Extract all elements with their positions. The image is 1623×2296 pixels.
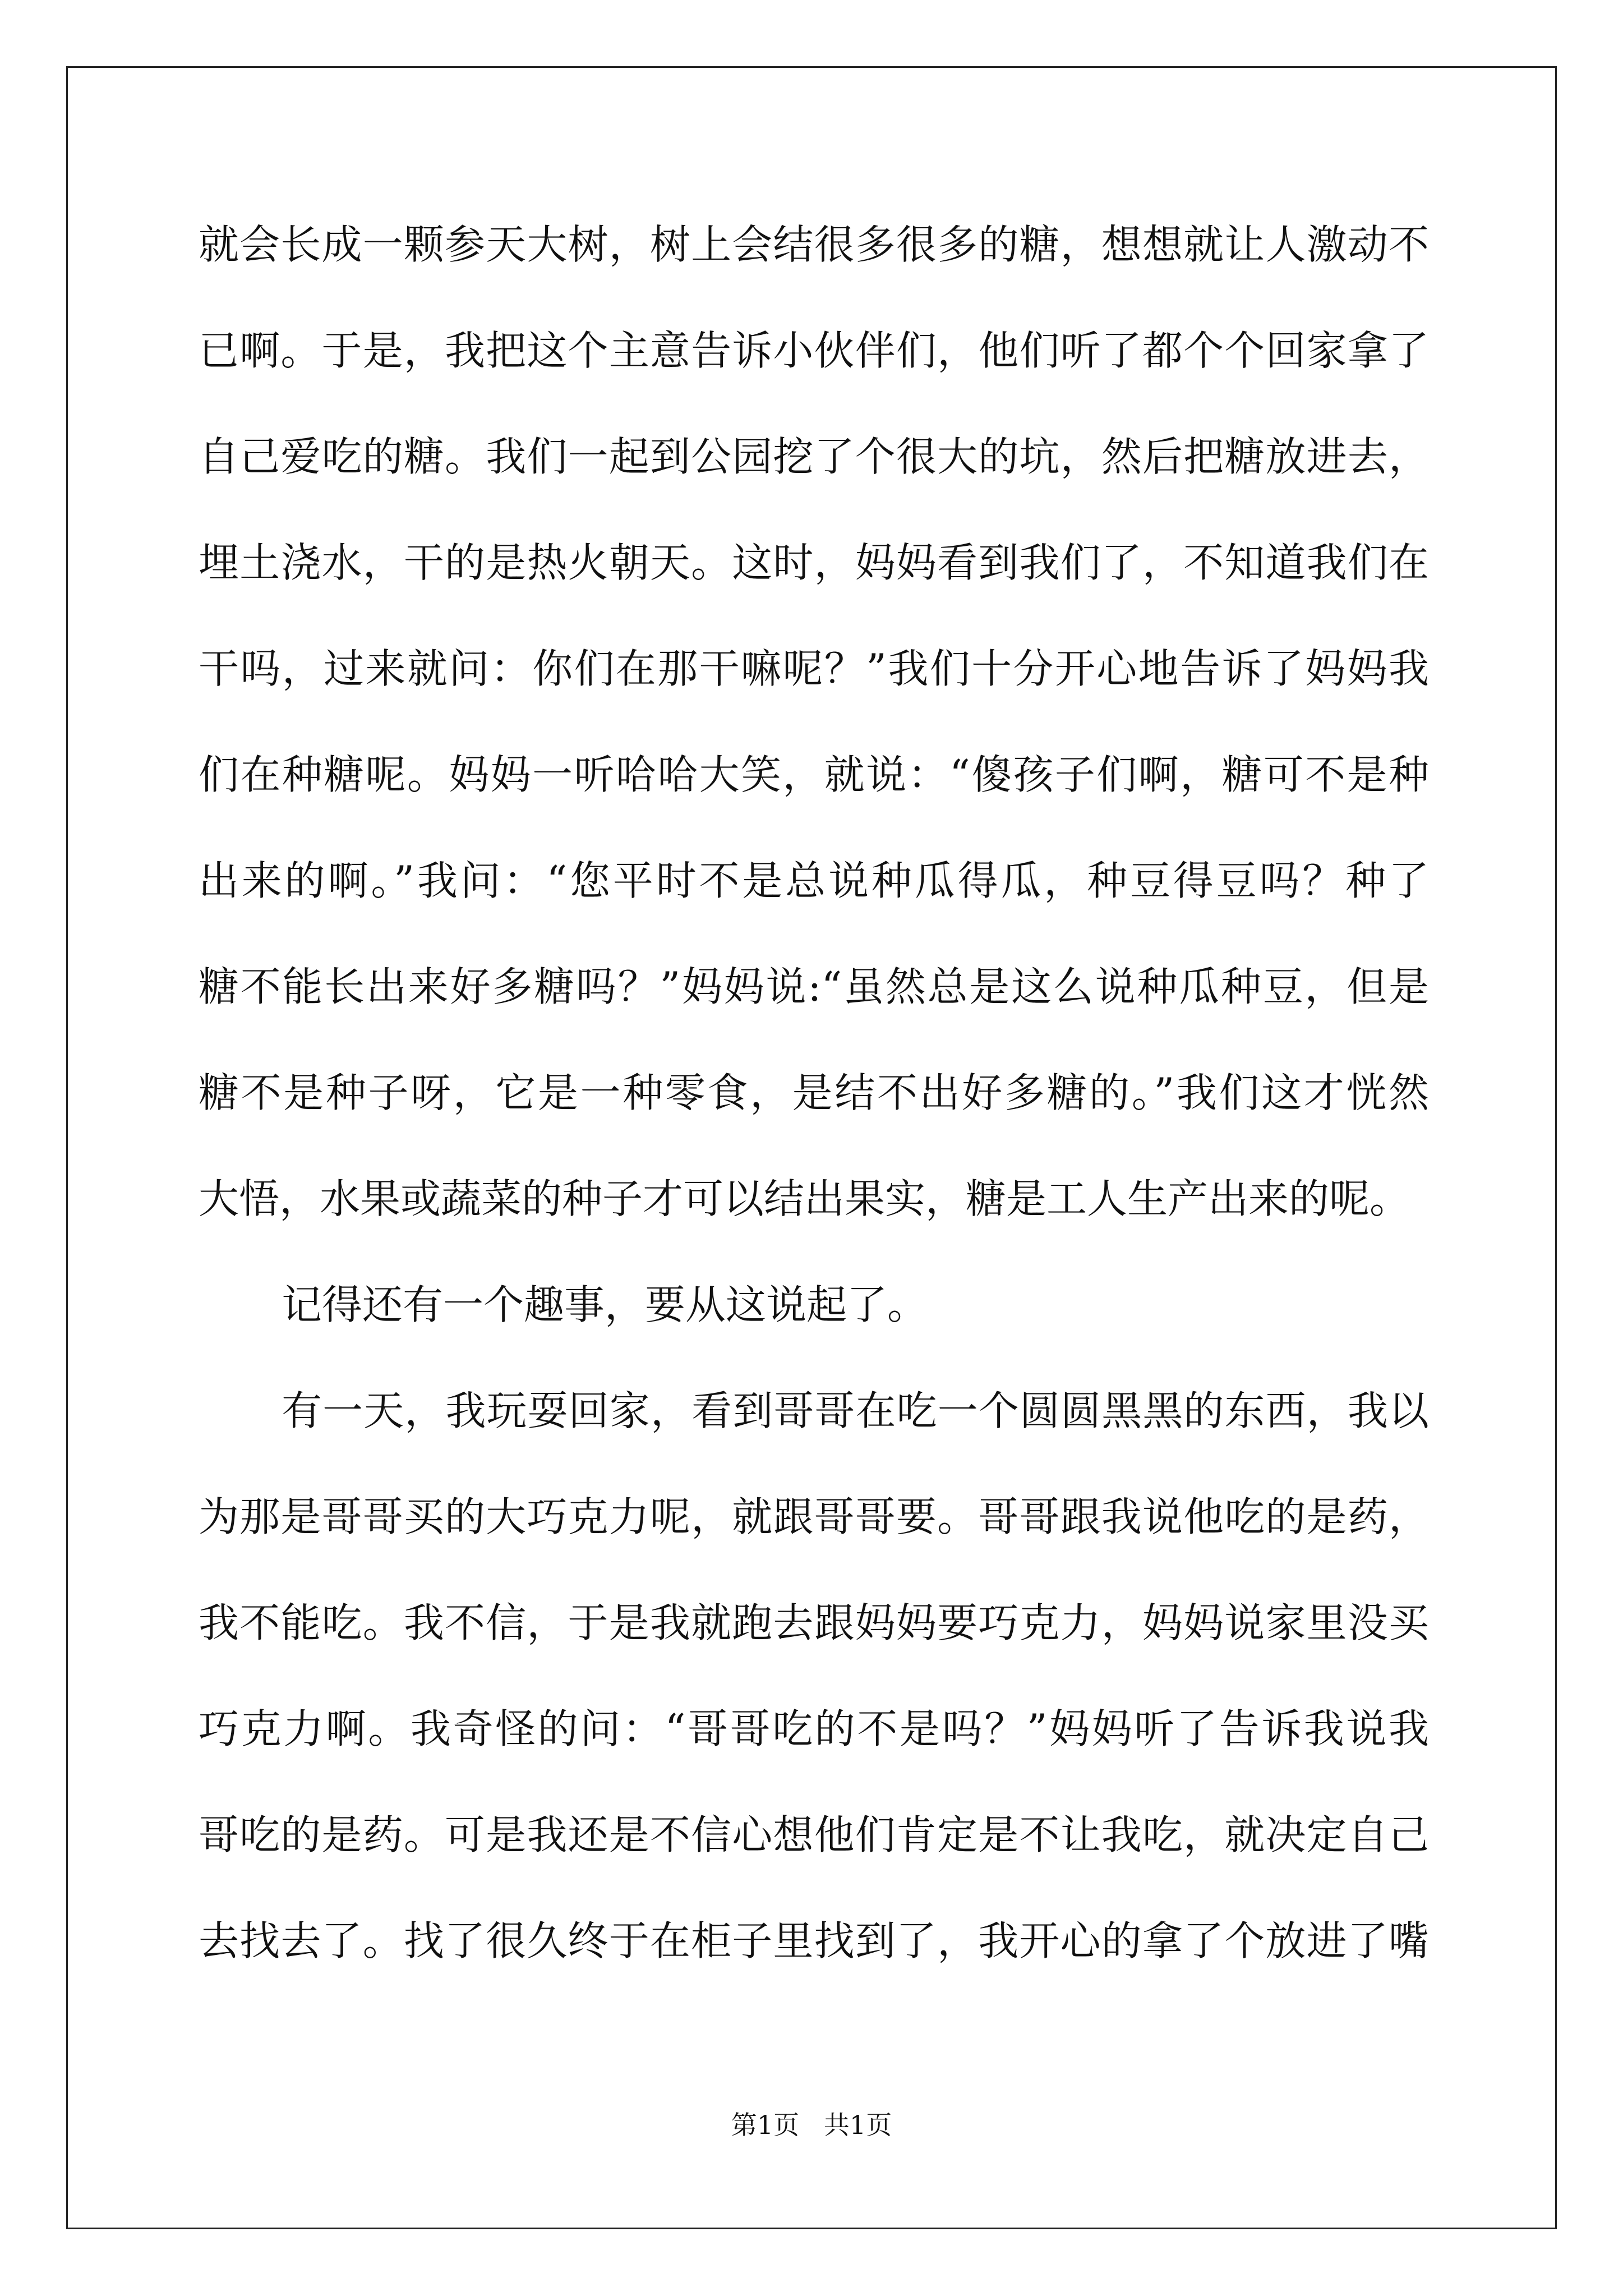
text-line: 干吗，过来就问：你们在那干嘛呢？”我们十分开心地告诉了妈妈我 bbox=[199, 645, 1429, 692]
text-line: 巧克力啊。我奇怪的问：“哥哥吃的不是吗？”妈妈听了告诉我说我 bbox=[199, 1705, 1429, 1752]
text-line: 我不能吃。我不信，于是我就跑去跟妈妈要巧克力，妈妈说家里没买 bbox=[199, 1599, 1429, 1646]
text-line: 为那是哥哥买的大巧克力呢，就跟哥哥要。哥哥跟我说他吃的是药， bbox=[199, 1493, 1429, 1540]
text-line: 就会长成一颗参天大树，树上会结很多很多的糖，想想就让人激动不 bbox=[199, 221, 1429, 268]
text-line: 们在种糖呢。妈妈一听哈哈大笑，就说：“傻孩子们啊，糖可不是种 bbox=[199, 751, 1429, 798]
text-line: 哥吃的是药。可是我还是不信心想他们肯定是不让我吃，就决定自己 bbox=[199, 1811, 1429, 1858]
text-line: 自己爱吃的糖。我们一起到公园挖了个很大的坑，然后把糖放进去， bbox=[199, 433, 1429, 480]
text-line: 去找去了。找了很久终于在柜子里找到了，我开心的拿了个放进了嘴 bbox=[199, 1917, 1429, 1964]
text-line: 有一天，我玩耍回家，看到哥哥在吃一个圆圆黑黑的东西，我以 bbox=[282, 1387, 1429, 1434]
text-line: 糖不能长出来好多糖吗？”妈妈说:“虽然总是这么说种瓜种豆，但是 bbox=[199, 963, 1429, 1010]
text-line: 糖不是种子呀，它是一种零食，是结不出好多糖的。”我们这才恍然 bbox=[199, 1069, 1429, 1116]
text-line: 埋土浇水，干的是热火朝天。这时，妈妈看到我们了，不知道我们在 bbox=[199, 539, 1429, 586]
page-number-footer: 第1页 共1页 bbox=[731, 2110, 892, 2140]
page-border bbox=[66, 66, 1557, 2229]
text-line: 出来的啊。”我问：“您平时不是总说种瓜得瓜，种豆得豆吗？种了 bbox=[199, 857, 1429, 904]
text-line: 记得还有一个趣事，要从这说起了。 bbox=[282, 1281, 928, 1328]
text-line: 大悟，水果或蔬菜的种子才可以结出果实，糖是工人生产出来的呢。 bbox=[199, 1175, 1410, 1222]
text-line: 已啊。于是，我把这个主意告诉小伙伴们，他们听了都个个回家拿了 bbox=[199, 327, 1429, 374]
